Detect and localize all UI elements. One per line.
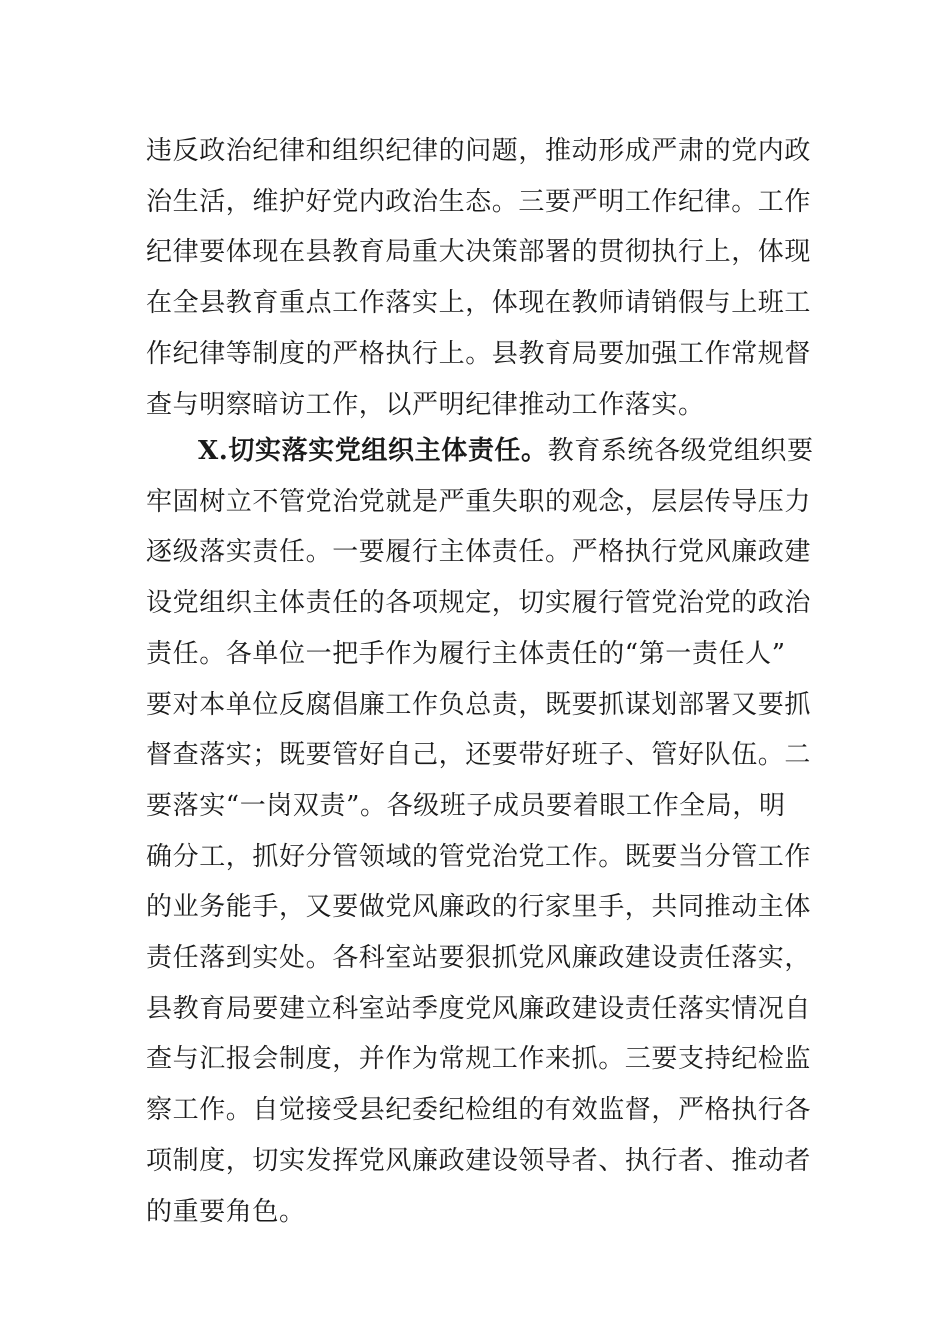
text-line: 县教育局要建立科室站季度党风廉政建设责任落实情况自 (146, 993, 812, 1024)
text-line: 设党组织主体责任的各项规定，切实履行管党治党的政治 (146, 588, 812, 619)
text-line: 查与明察暗访工作，以严明纪律推动工作落实。 (146, 389, 705, 420)
text-line: 牢固树立不管党治党就是严重失职的观念，层层传导压力 (146, 486, 812, 517)
text-line: 逐级落实责任。一要履行主体责任。严格执行党风廉政建 (146, 537, 812, 568)
text-line: 治生活，维护好党内政治生态。三要严明工作纪律。工作 (146, 186, 812, 217)
text-line: 督查落实；既要管好自己，还要带好班子、管好队伍。二 (146, 740, 812, 771)
paragraph-discipline (146, 126, 812, 430)
text-line: 作纪律等制度的严格执行上。县教育局要加强工作常规督 (146, 338, 812, 369)
section-heading: X.切实落实党组织主体责任。 (198, 436, 548, 466)
text-line: 违反政治纪律和组织纪律的问题，推动形成严肃的党内政 (146, 136, 812, 166)
text-line: 察工作。自觉接受县纪委纪检组的有效监督，严格执行各 (146, 1095, 812, 1126)
text-line: 查与汇报会制度，并作为常规工作来抓。三要支持纪检监 (146, 1044, 812, 1075)
text-line: 的业务能手，又要做党风廉政的行家里手，共同推动主体 (146, 892, 812, 923)
text-line: 责任落到实处。各科室站要狠抓党风廉政建设责任落实， (146, 943, 812, 974)
text-line: 在全县教育重点工作落实上，体现在教师请销假与上班工 (146, 288, 812, 319)
text-line-rest: 教育系统各级党组织要 (547, 436, 814, 466)
text-line: 纪律要体现在县教育局重大决策部署的贯彻执行上，体现 (146, 237, 812, 268)
paragraph-party-responsibility (146, 426, 814, 1237)
text-line: 要落实“一岗双责”。各级班子成员要着眼工作全局，明 (146, 790, 786, 821)
text-line: 项制度，切实发挥党风廉政建设领导者、执行者、推动者 (146, 1145, 812, 1176)
text-line: 责任。各单位一把手作为履行主体责任的“第一责任人” (146, 638, 786, 669)
text-line-first (146, 426, 814, 477)
text-line: 确分工，抓好分管领域的管党治党工作。既要当分管工作 (146, 841, 812, 872)
text-line: 的重要角色。 (146, 1196, 306, 1227)
text-line: 要对本单位反腐倡廉工作负总责，既要抓谋划部署又要抓 (146, 689, 812, 720)
